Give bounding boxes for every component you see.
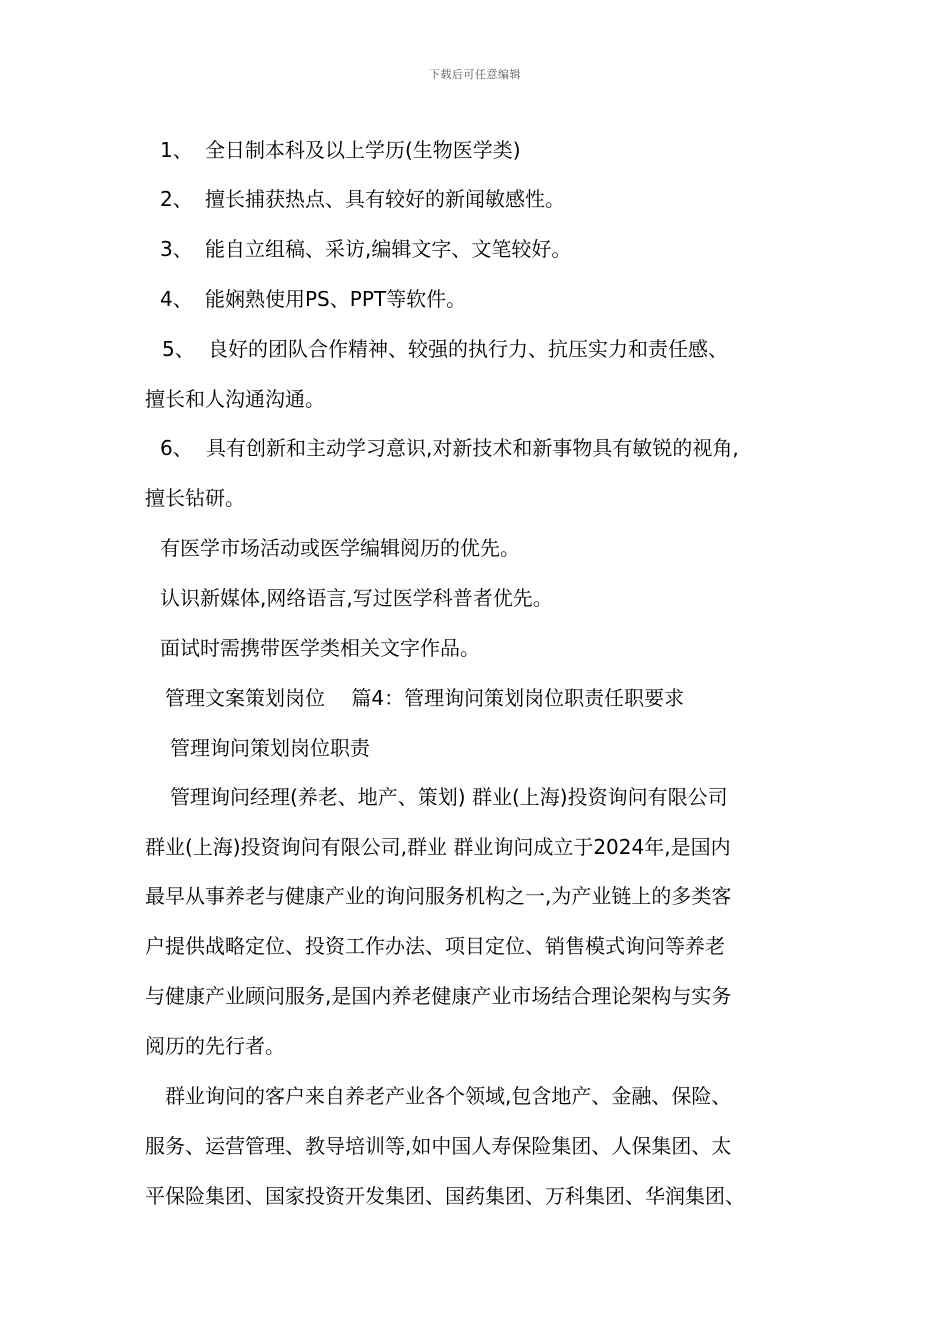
note-line: 认识新媒体,网络语言,写过医学科普者优先。	[160, 586, 553, 610]
list-item-number: 2、	[160, 187, 193, 211]
list-item-text: 全日制本科及以上学历(生物医学类)	[205, 138, 521, 162]
paragraph-line: 群业询问的客户来自养老产业各个领域,包含地产、金融、保险、	[165, 1084, 732, 1108]
list-item	[160, 285, 466, 313]
section-title: 管理文案策划岗位 篇4：管理询问策划岗位职责任职要求	[165, 686, 685, 710]
list-item-text: 具有创新和主动学习意识,对新技术和新事物具有敏锐的视角,	[206, 436, 739, 460]
list-item	[160, 434, 739, 462]
paragraph-line: 群业(上海)投资询问有限公司,群业 群业询问成立于2024年,是国内	[145, 835, 731, 859]
list-item-continuation: 擅长钻研。	[145, 486, 245, 510]
paragraph-line: 与健康产业顾问服务,是国内养老健康产业市场结合理论架构与实务	[145, 984, 732, 1008]
list-item-number: 6、	[160, 436, 193, 460]
list-item-number: 4、	[160, 287, 193, 311]
paragraph-line: 最早从事养老与健康产业的询问服务机构之一,为产业链上的多类客	[145, 884, 732, 908]
note-line: 有医学市场活动或医学编辑阅历的优先。	[160, 536, 520, 560]
list-item-text: 擅长捕获热点、具有较好的新闻敏感性。	[205, 187, 565, 211]
list-item-text: 能自立组稿、采访,编辑文字、文笔较好。	[205, 237, 572, 261]
note-line: 面试时需携带医学类相关文字作品。	[160, 636, 480, 660]
list-item	[160, 235, 571, 263]
paragraph-line: 管理询问经理(养老、地产、策划) 群业(上海)投资询问有限公司	[170, 785, 728, 809]
list-item	[162, 335, 728, 363]
subsection-title: 管理询问策划岗位职责	[170, 736, 370, 760]
list-item-number: 5、	[162, 337, 195, 361]
list-item-text: 能娴熟使用PS、PPT等软件。	[205, 287, 467, 311]
list-item-continuation: 擅长和人沟通沟通。	[145, 387, 325, 411]
paragraph-line: 服务、运营管理、教导培训等,如中国人寿保险集团、人保集团、太	[145, 1134, 732, 1158]
paragraph-line: 阅历的先行者。	[145, 1034, 285, 1058]
list-item-number: 3、	[160, 237, 193, 261]
list-item-text: 良好的团队合作精神、较强的执行力、抗压实力和责任感、	[208, 337, 728, 361]
list-item	[160, 185, 565, 213]
page-header: 下载后可任意编辑	[429, 68, 521, 81]
list-item	[160, 136, 521, 164]
paragraph-line: 户提供战略定位、投资工作办法、项目定位、销售模式询问等养老	[145, 934, 725, 958]
list-item-number: 1、	[160, 138, 193, 162]
paragraph-line: 平保险集团、国家投资开发集团、国药集团、万科集团、华润集团、	[145, 1184, 745, 1208]
